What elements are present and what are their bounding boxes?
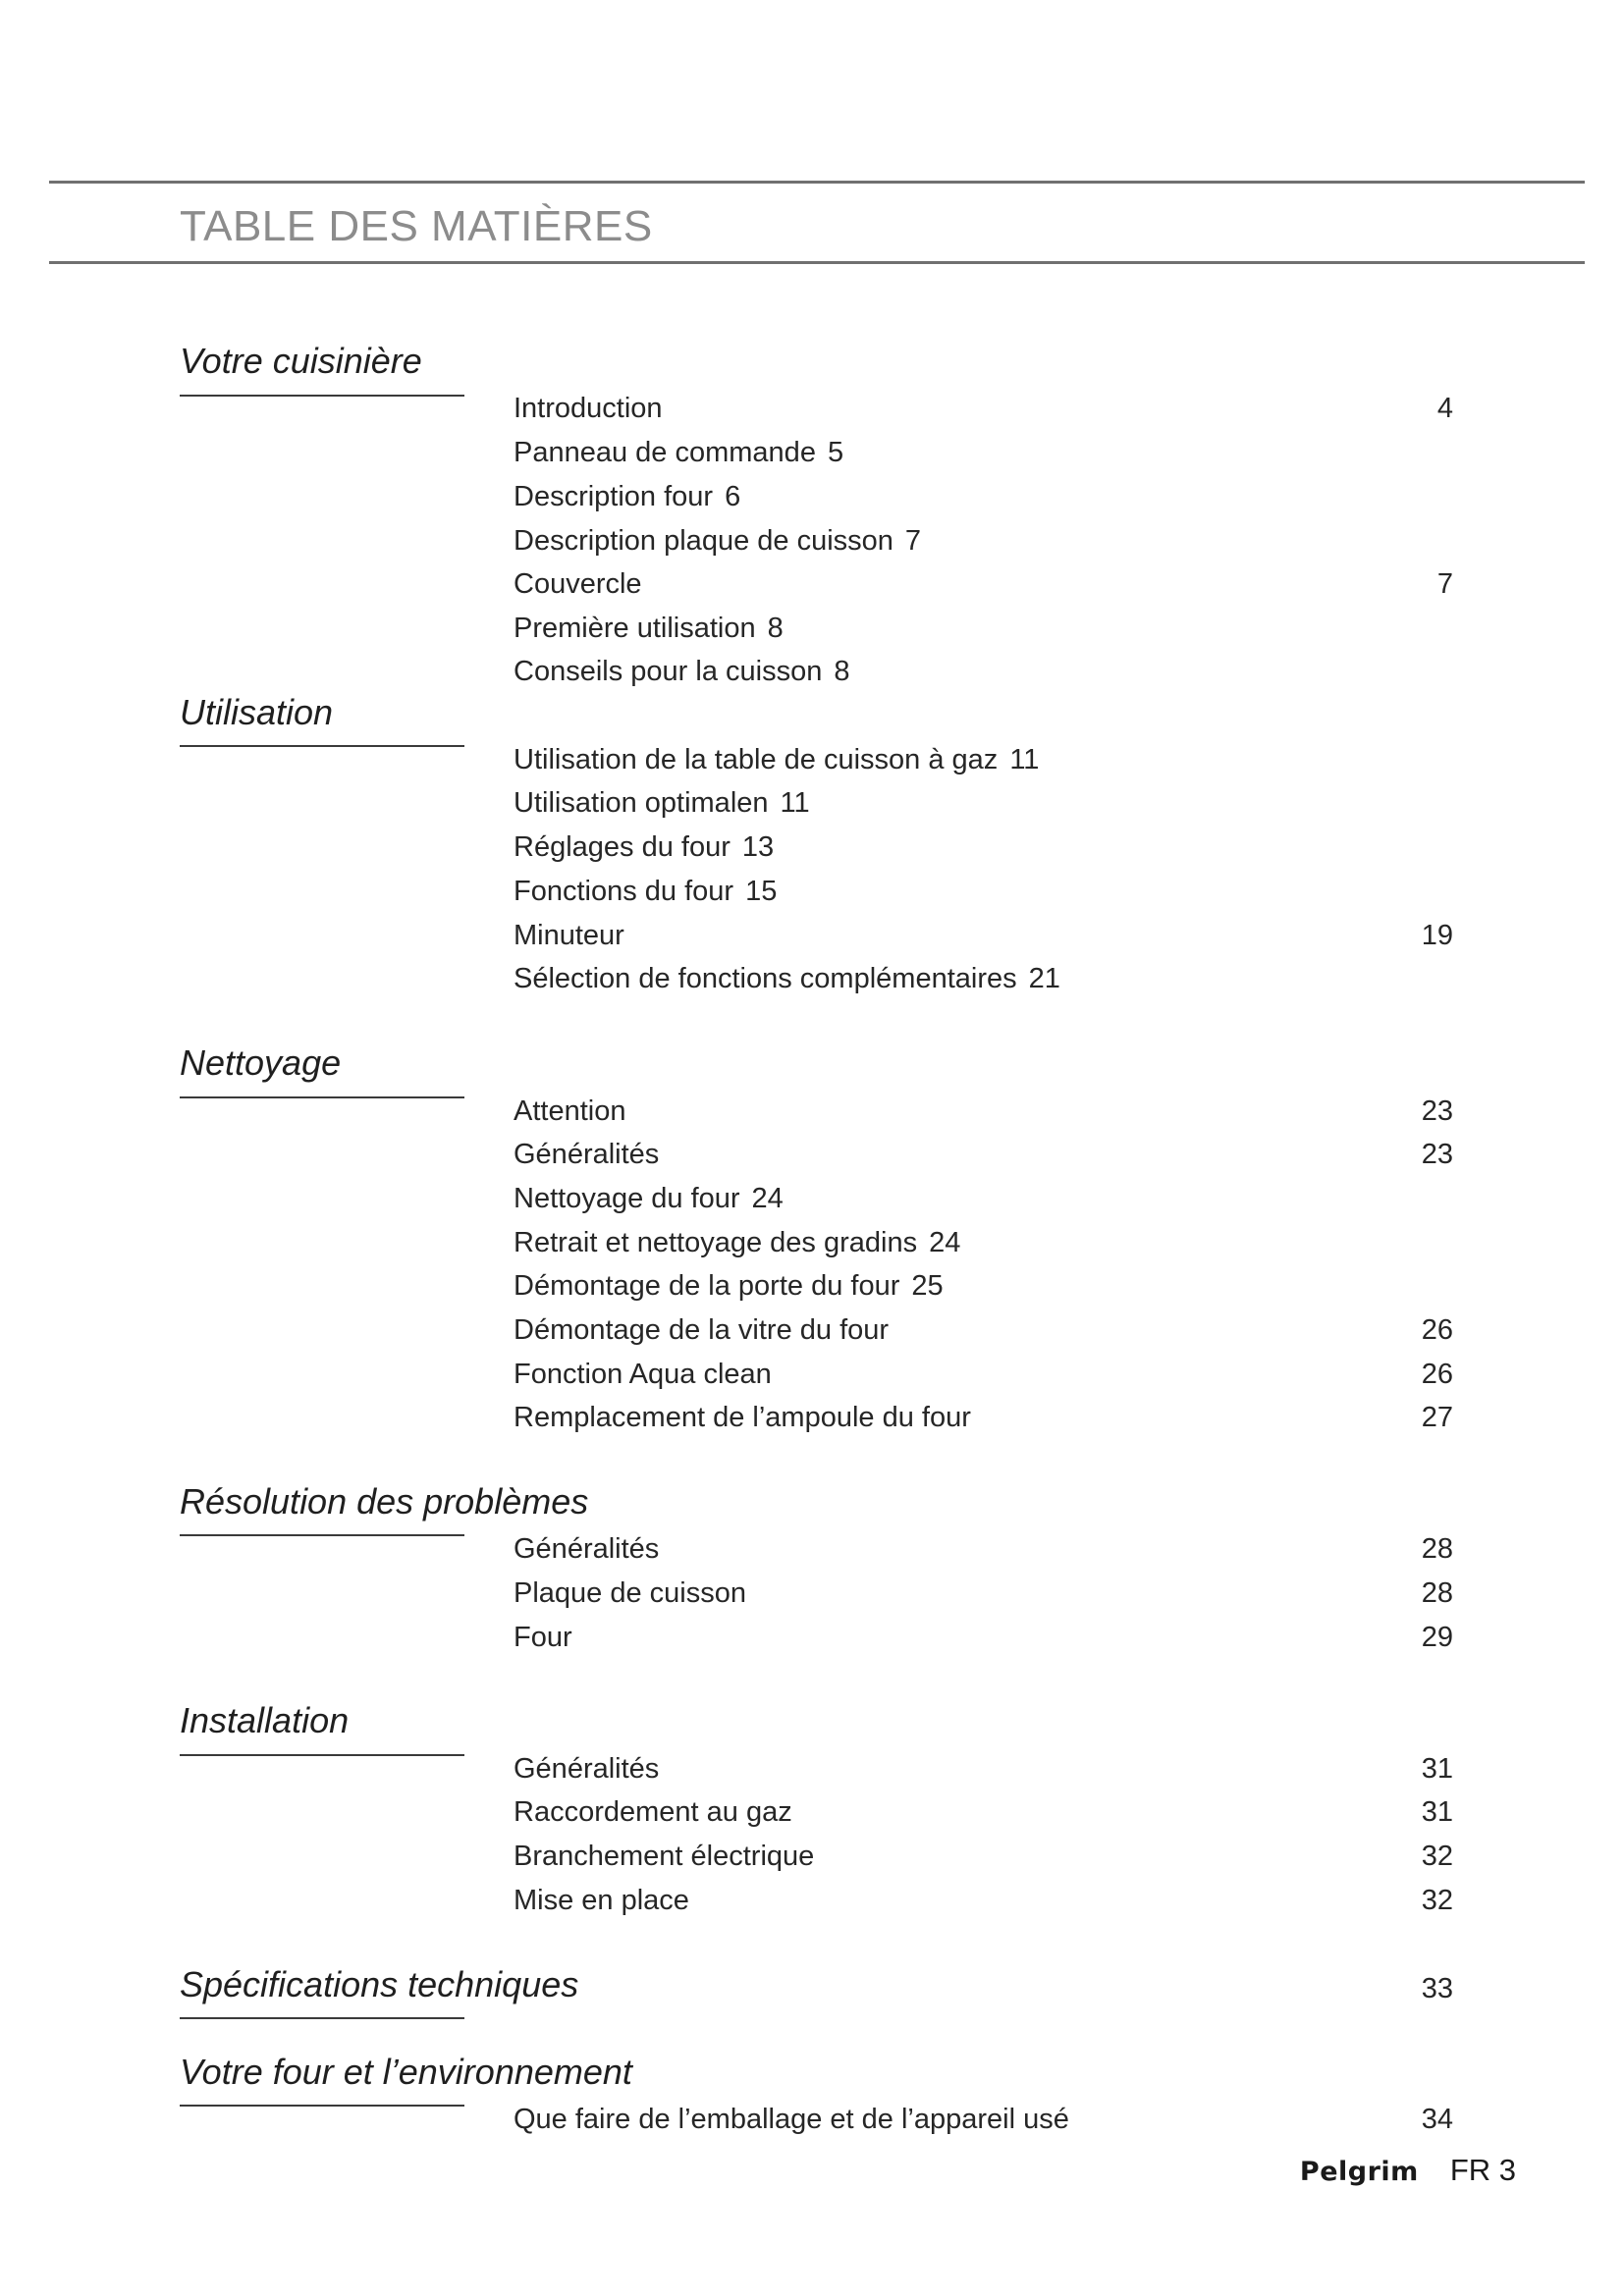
- page-title: TABLE DES MATIÈRES: [180, 202, 653, 250]
- toc-entry-retrait-nettoyage-gradins[interactable]: [514, 1225, 960, 1260]
- toc-entry-label: Généralités: [514, 1533, 660, 1565]
- toc-entry-label: Description four: [514, 481, 714, 512]
- toc-entry-label: Généralités: [514, 1753, 660, 1785]
- toc-entry-label: Retrait et nettoyage des gradins: [514, 1227, 918, 1258]
- toc-entry-label: Utilisation de la table de cuisson à gaz: [514, 744, 999, 775]
- toc-entry-label: Généralités: [514, 1139, 660, 1170]
- toc-entry-nettoyage-du-four[interactable]: [514, 1181, 784, 1216]
- page-footer: [1300, 2153, 1516, 2188]
- toc-entry-label: Fonctions du four: [514, 876, 734, 907]
- brand-logo: Pelgrim: [1299, 2157, 1419, 2187]
- toc-entry-raccordement-au-gaz[interactable]: [514, 1794, 792, 1830]
- toc-page-number: 21: [1028, 963, 1060, 994]
- section-title-resolution-des-problemes[interactable]: Résolution des problèmes: [180, 1481, 589, 1522]
- toc-entry-label: Attention: [514, 1095, 626, 1127]
- toc-entry-label: Mise en place: [514, 1885, 689, 1916]
- toc-entry-description-four[interactable]: [514, 479, 740, 514]
- toc-entry-mise-en-place[interactable]: [514, 1883, 689, 1918]
- toc-entry-generalites[interactable]: [514, 1751, 659, 1787]
- toc-entry-remplacement-ampoule[interactable]: [514, 1400, 971, 1435]
- section-title-installation[interactable]: Installation: [180, 1700, 350, 1740]
- toc-page-number: 31: [1421, 1796, 1453, 1828]
- toc-entry-label: Conseils pour la cuisson: [514, 656, 823, 687]
- toc-page-number: 15: [745, 876, 778, 907]
- toc-entry-emballage-appareil-use[interactable]: [514, 2102, 1069, 2137]
- toc-entry-label: Couvercle: [514, 568, 642, 600]
- toc-entry-label: Démontage de la porte du four: [514, 1270, 900, 1302]
- toc-entry-label: Description plaque de cuisson: [514, 525, 893, 557]
- toc-page-number: 34: [1421, 2104, 1453, 2135]
- toc-page-number: 27: [1421, 1402, 1453, 1433]
- toc-page-number: 28: [1421, 1577, 1453, 1609]
- toc-page-number: 29: [1421, 1622, 1453, 1653]
- toc-entry-description-plaque-de-cuisson[interactable]: [514, 523, 921, 559]
- toc-entry-branchement-electrique[interactable]: [514, 1839, 814, 1874]
- toc-entry-four[interactable]: [514, 1620, 572, 1655]
- toc-entry-fonction-aqua-clean[interactable]: [514, 1357, 772, 1392]
- toc-page-number: 23: [1421, 1095, 1453, 1127]
- toc-page-number: 13: [741, 831, 775, 863]
- section-rule: [180, 2017, 464, 2019]
- toc-page-number: 33: [1421, 1973, 1453, 2004]
- toc-page-number: 23: [1421, 1139, 1453, 1170]
- toc-entry-generalites[interactable]: [514, 1531, 659, 1567]
- section-rule: [180, 2105, 464, 2107]
- toc-page-number: 11: [780, 787, 810, 819]
- toc-entry-minuteur[interactable]: [514, 918, 624, 953]
- toc-page-number: 31: [1421, 1753, 1453, 1785]
- toc-entry-label: Panneau de commande: [514, 437, 816, 468]
- toc-entry-premiere-utilisation[interactable]: [514, 611, 784, 646]
- toc-page-number: 19: [1421, 920, 1453, 951]
- toc-entry-label: Four: [514, 1622, 572, 1653]
- toc-page-number: 32: [1421, 1841, 1453, 1872]
- toc-entry-label: Fonction Aqua clean: [514, 1359, 772, 1390]
- section-title-votre-four-et-environnement[interactable]: Votre four et l’environnement: [180, 2052, 632, 2092]
- toc-page-number: 5: [827, 437, 844, 468]
- section-rule: [180, 395, 464, 397]
- section-title-nettoyage[interactable]: Nettoyage: [180, 1042, 342, 1083]
- toc-entry-introduction[interactable]: [514, 391, 663, 426]
- toc-entry-label: Démontage de la vitre du four: [514, 1314, 890, 1346]
- toc-entry-fonctions-du-four[interactable]: [514, 874, 777, 909]
- toc-page-number: 26: [1421, 1314, 1453, 1346]
- toc-entry-utilisation-table-de-cuisson[interactable]: [514, 742, 1039, 777]
- toc-entry-label: Introduction: [514, 393, 663, 424]
- toc-page-number: 24: [751, 1183, 784, 1214]
- toc-page-number: 8: [834, 656, 850, 687]
- toc-entry-reglages-du-four[interactable]: [514, 829, 774, 865]
- page-number-label: FR 3: [1449, 2153, 1516, 2187]
- section-title-votre-cuisiniere[interactable]: Votre cuisinière: [180, 341, 422, 381]
- toc-entry-label: Minuteur: [514, 920, 624, 951]
- toc-entry-label: Plaque de cuisson: [514, 1577, 746, 1609]
- toc-entry-demontage-porte-du-four[interactable]: [514, 1268, 944, 1304]
- toc-page-number: 26: [1421, 1359, 1453, 1390]
- toc-page-number: 32: [1421, 1885, 1453, 1916]
- section-title-utilisation[interactable]: Utilisation: [180, 692, 334, 732]
- section-rule: [180, 1754, 464, 1756]
- section-rule: [180, 1534, 464, 1536]
- toc-page-number: 28: [1421, 1533, 1453, 1565]
- toc-page-number: 24: [929, 1227, 961, 1258]
- toc-entry-conseils-pour-la-cuisson[interactable]: [514, 654, 849, 689]
- toc-entry-label: Raccordement au gaz: [514, 1796, 792, 1828]
- toc-entry-label: Que faire de l’emballage et de l’appareil usé: [514, 2104, 1069, 2135]
- toc-page-number: 11: [1009, 744, 1040, 775]
- toc-page-number: 25: [911, 1270, 944, 1302]
- toc-entry-label: Réglages du four: [514, 831, 731, 863]
- toc-entry-couvercle[interactable]: [514, 566, 642, 602]
- toc-entry-attention[interactable]: [514, 1094, 625, 1129]
- section-rule: [180, 1096, 464, 1098]
- section-title-specifications-techniques[interactable]: Spécifications techniques: [180, 1964, 579, 2004]
- toc-page-number: 4: [1436, 393, 1453, 424]
- toc-entry-label: Remplacement de l’ampoule du four: [514, 1402, 971, 1433]
- toc-entry-label: Première utilisation: [514, 613, 756, 644]
- toc-page-number: 6: [725, 481, 741, 512]
- toc-entry-selection-fonctions-complementaires[interactable]: [514, 961, 1060, 996]
- toc-entry-utilisation-optimalen[interactable]: [514, 785, 810, 821]
- section-rule: [180, 745, 464, 747]
- toc-page-number: 7: [904, 525, 922, 557]
- toc-page-number: 7: [1436, 568, 1453, 600]
- toc-entry-plaque-de-cuisson[interactable]: [514, 1575, 746, 1611]
- toc-entry-label: Utilisation optimalen: [514, 787, 769, 819]
- toc-page-number: 8: [767, 613, 784, 644]
- toc-entry-label: Sélection de fonctions complémentaires: [514, 963, 1017, 994]
- toc-entry-label: Nettoyage du four: [514, 1183, 740, 1214]
- toc-entry-label: Branchement électrique: [514, 1841, 815, 1872]
- toc-entry-panneau-de-commande[interactable]: [514, 435, 843, 470]
- toc-entry-demontage-vitre-du-four[interactable]: [514, 1312, 889, 1348]
- toc-entry-generalites[interactable]: [514, 1137, 659, 1172]
